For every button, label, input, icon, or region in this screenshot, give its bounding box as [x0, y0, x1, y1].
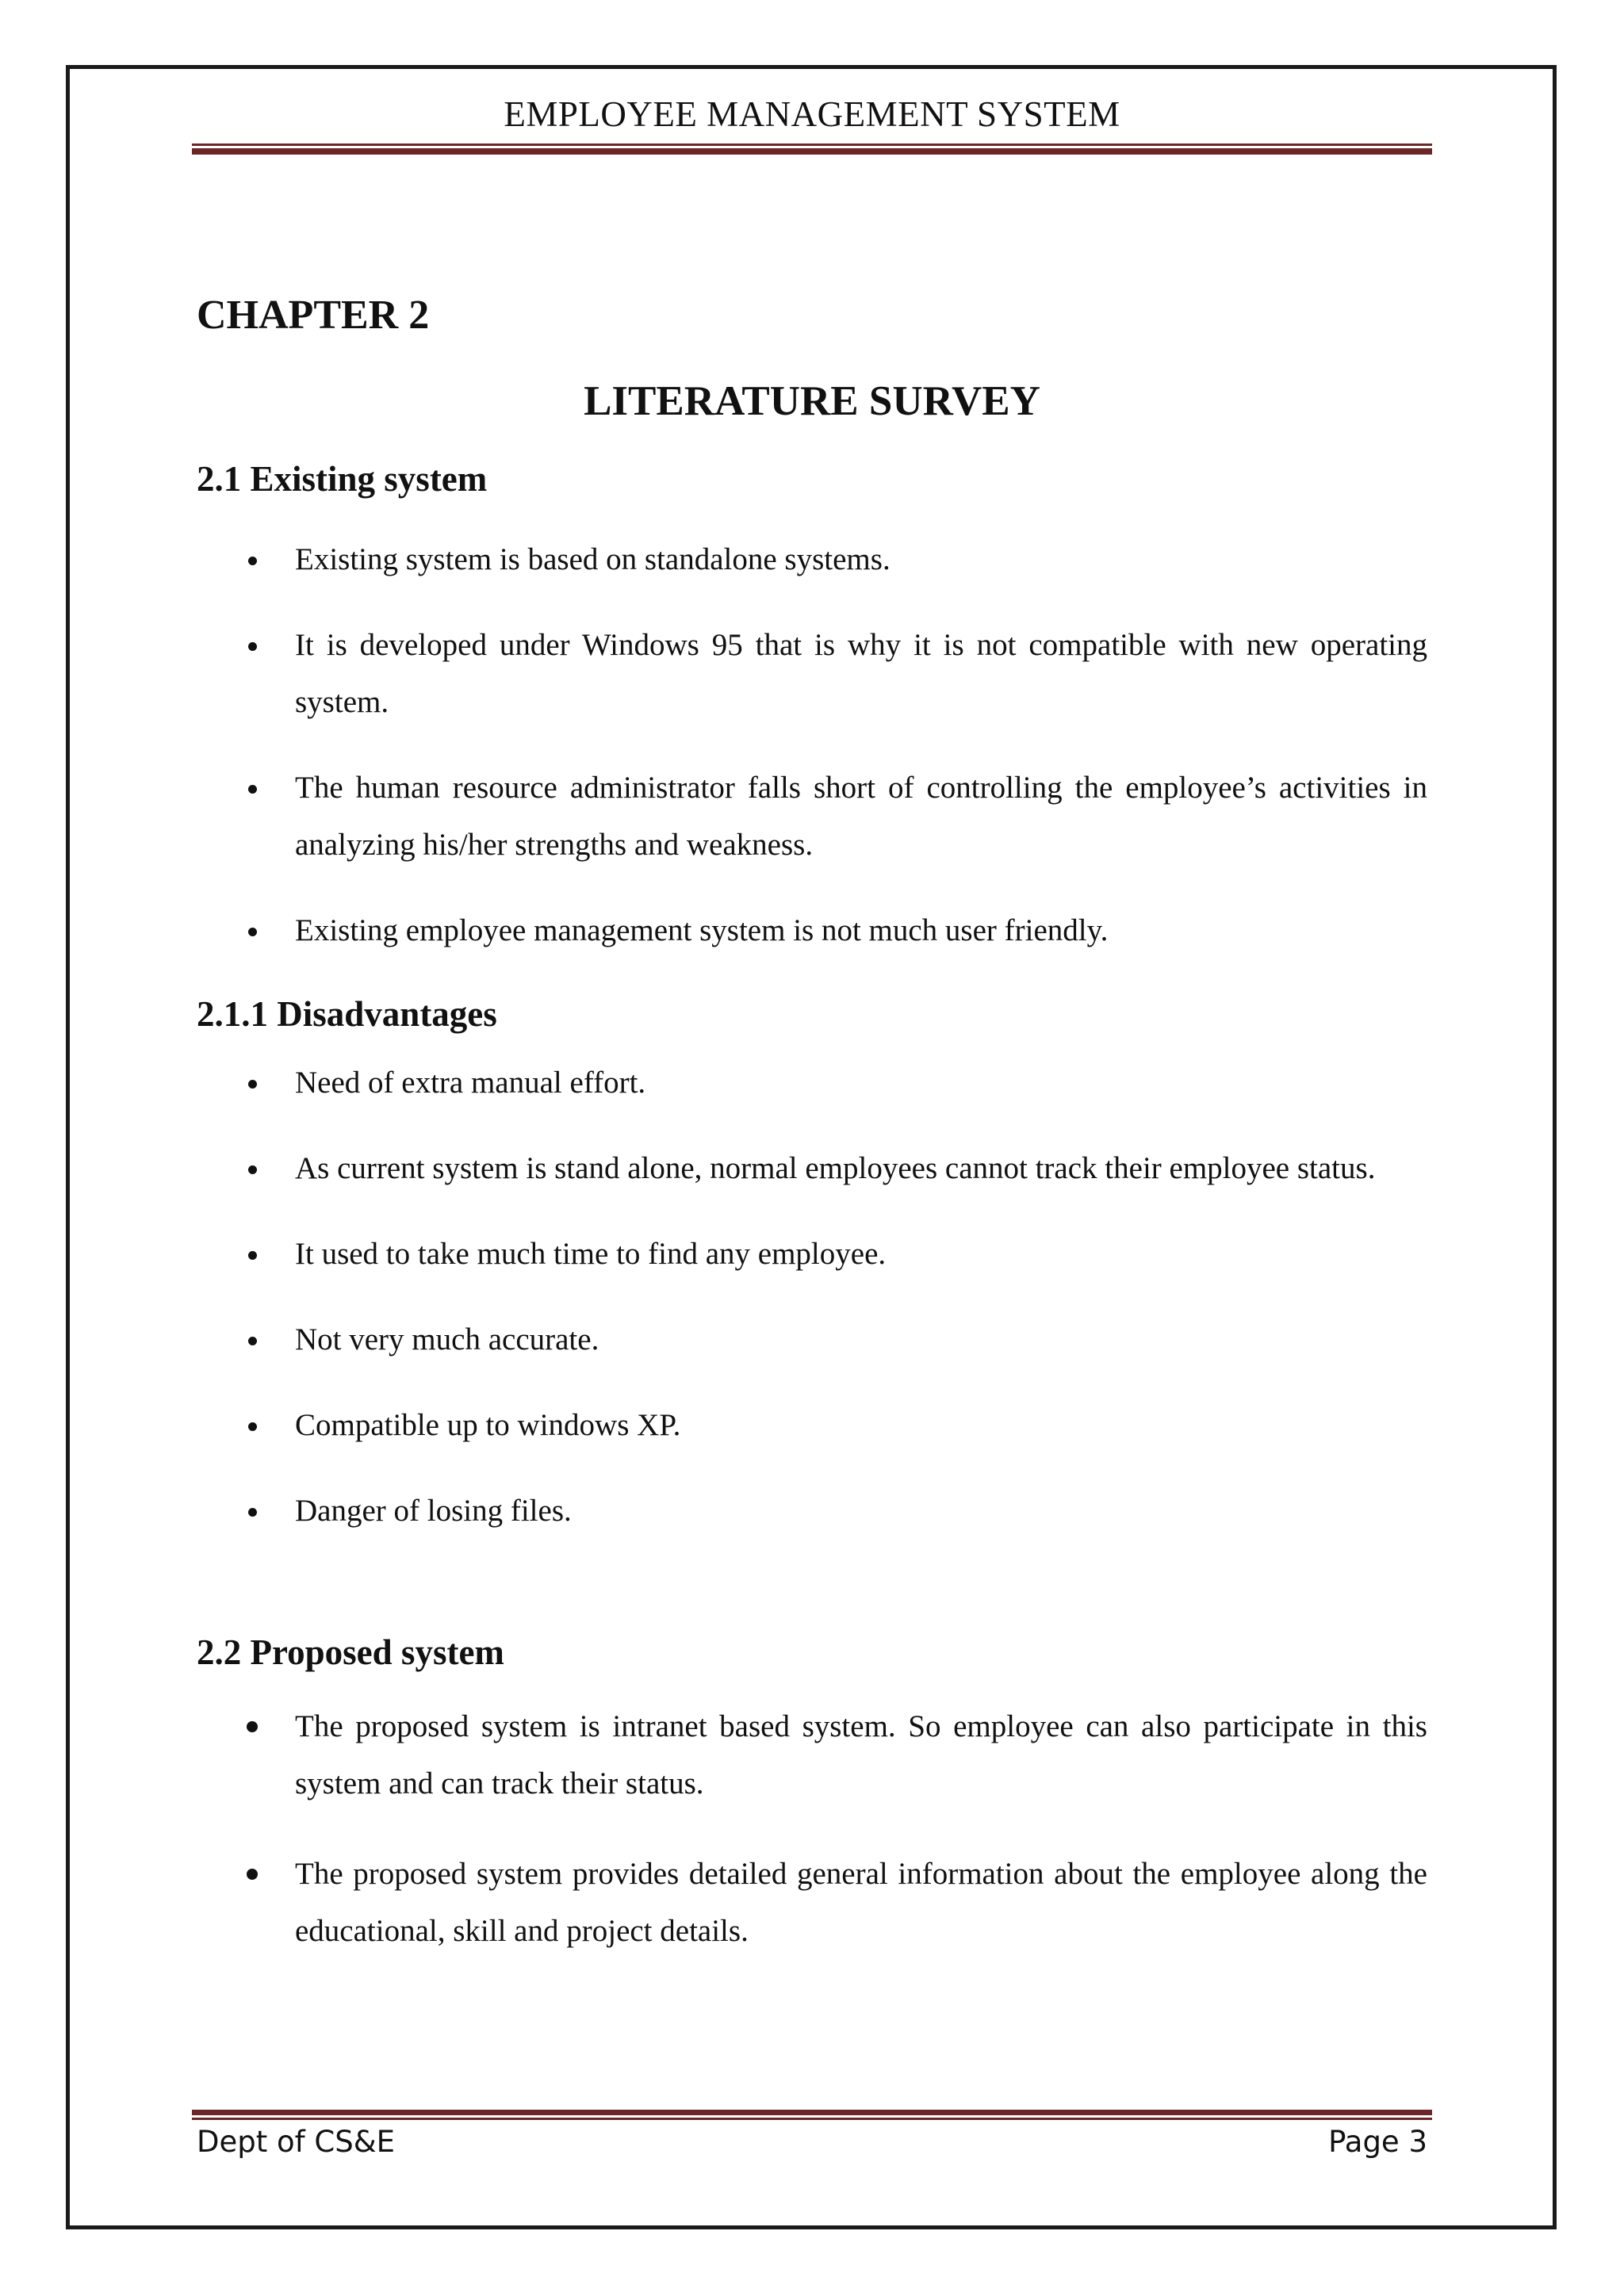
list-item: Not very much accurate.: [197, 1311, 1427, 1368]
list-item: Compatible up to windows XP.: [197, 1397, 1427, 1454]
section-heading-existing-system: 2.1 Existing system: [197, 459, 488, 499]
bullet-icon: [248, 1422, 257, 1431]
list-item: Danger of losing files.: [197, 1483, 1427, 1540]
list-item: Need of extra manual effort.: [197, 1054, 1427, 1112]
running-header: EMPLOYEE MANAGEMENT SYSTEM: [504, 94, 1120, 134]
chapter-label: CHAPTER 2: [197, 293, 430, 338]
bullet-icon: [247, 1721, 258, 1732]
bullet-icon: [248, 1251, 257, 1260]
list-item: Existing system is based on standalone systems.: [197, 531, 1427, 588]
footer-rule: [192, 2110, 1432, 2120]
existing-system-list: [197, 531, 1427, 959]
bullet-icon: [247, 1869, 258, 1880]
bullet-icon: [248, 1337, 257, 1345]
list-item: Existing employee management system is not much user friendly.: [197, 902, 1427, 959]
section-heading-disadvantages: 2.1.1 Disadvantages: [197, 994, 497, 1034]
bullet-icon: [248, 642, 257, 651]
list-item: The human resource administrator falls short of controlling the employee’s activities in analyzing his/her strengths and weakness.: [197, 760, 1427, 874]
footer-department: Dept of CS&E: [197, 2125, 395, 2159]
bullet-icon: [248, 1508, 257, 1517]
proposed-system-list: [197, 1698, 1427, 1960]
list-item: It used to take much time to find any employee.: [197, 1226, 1427, 1283]
list-item: It is developed under Windows 95 that is why it is not compatible with new operating system.: [197, 617, 1427, 731]
disadvantages-list: [197, 1054, 1427, 1540]
footer-page-number: Page 3: [1328, 2125, 1427, 2159]
bullet-icon: [248, 557, 257, 565]
list-item: As current system is stand alone, normal employees cannot track their employee status.: [197, 1140, 1427, 1197]
bullet-icon: [248, 1165, 257, 1174]
list-item: The proposed system provides detailed general information about the employee along the educational, skill and project details.: [197, 1846, 1427, 1960]
section-heading-proposed-system: 2.2 Proposed system: [197, 1632, 504, 1672]
bullet-icon: [248, 785, 257, 794]
bullet-icon: [248, 1080, 257, 1089]
chapter-title: LITERATURE SURVEY: [584, 378, 1040, 424]
header-rule: [192, 144, 1432, 155]
list-item: The proposed system is intranet based system. So employee can also participate in this system and can track their status.: [197, 1698, 1427, 1812]
bullet-icon: [248, 928, 257, 936]
